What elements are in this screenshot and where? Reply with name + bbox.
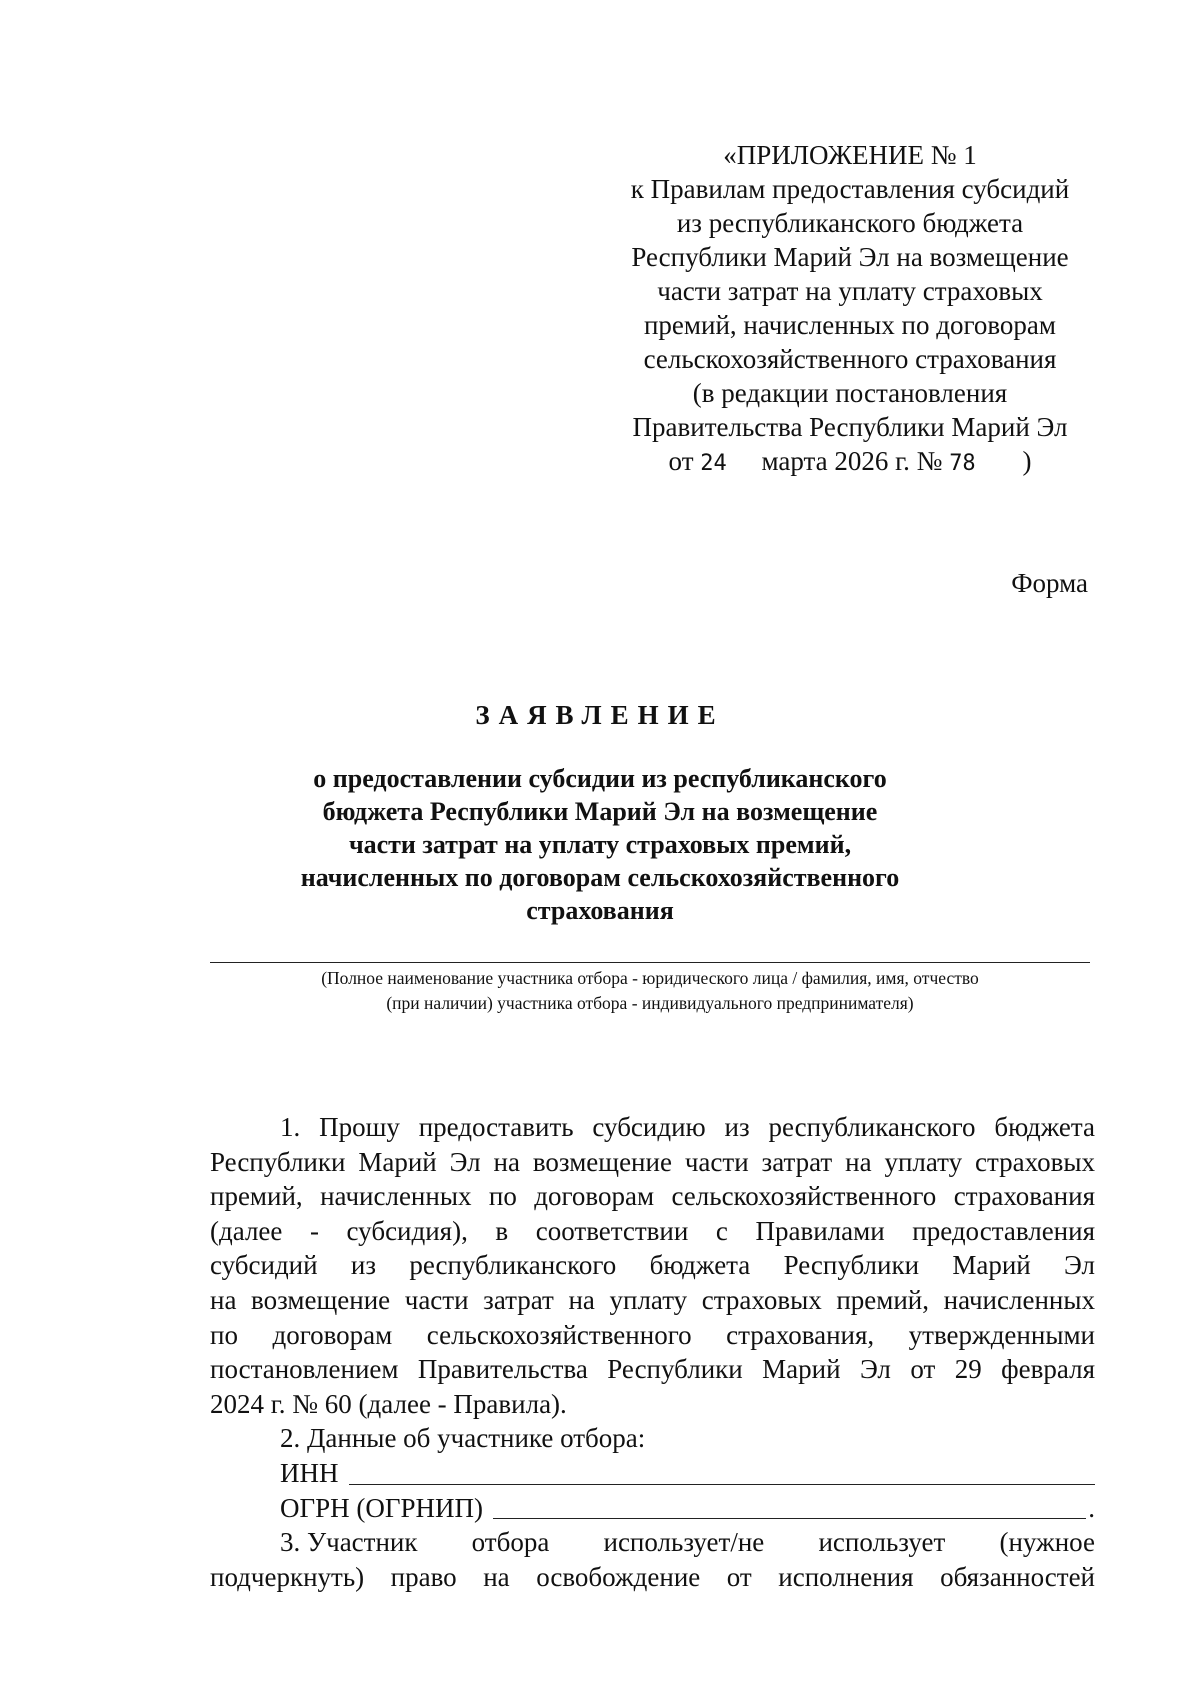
paragraph-3-word: использует/не (603, 1527, 765, 1558)
ogrn-label: ОГРН (ОГРНИП) (280, 1492, 483, 1523)
appendix-date-line (600, 444, 1100, 481)
paragraph-1-line: постановлением Правительства Республики Марий Эл от 29 февраля (210, 1354, 1095, 1385)
appendix-line: (в редакции постановления (692, 378, 1008, 408)
ogrn-field[interactable] (493, 1494, 1086, 1519)
document-title: ЗАЯВЛЕНИЕ (475, 700, 725, 730)
resolution-number: 78 (949, 451, 976, 476)
paragraph-1-line: субсидий из республиканского бюджета Республики Марий Эл (210, 1250, 1095, 1281)
date-day: 24 (700, 451, 727, 476)
document-body (210, 1110, 1095, 1594)
ogrn-row (210, 1491, 1095, 1526)
paragraph-3-word: использует (818, 1527, 946, 1558)
ogrn-end: . (1088, 1492, 1095, 1523)
inn-row (210, 1456, 1095, 1491)
paragraph-3-line (210, 1525, 1095, 1560)
date-prefix: от (668, 446, 694, 476)
subtitle-line: страхования (526, 896, 674, 925)
appendix-line: Правительства Республики Марий Эл (632, 412, 1068, 442)
caption-line: (Полное наименование участника отбора - юридического лица / фамилия, имя, отчество (321, 968, 979, 988)
paragraph-1-line: по договорам сельскохозяйственного страхования, утвержденными (210, 1319, 1095, 1350)
subtitle-line: части затрат на уплату страховых премий, (348, 830, 852, 859)
date-month-year: марта 2026 г. № (761, 446, 943, 476)
appendix-line: сельскохозяйственного страхования (643, 344, 1057, 374)
paragraph-1-line: (далее - субсидия), в соответствии с Правилами предоставления (210, 1215, 1095, 1246)
document-subtitle (250, 762, 950, 927)
appendix-line: к Правилам предоставления субсидий (630, 174, 1070, 204)
inn-label: ИНН (280, 1457, 339, 1488)
subtitle-line: начисленных по договорам сельскохозяйственного (300, 863, 900, 892)
paragraph-1-line: премий, начисленных по договорам сельскохозяйственного страхования (210, 1181, 1095, 1212)
appendix-line: из республиканского бюджета (676, 208, 1024, 238)
paragraph-1-line: на возмещение части затрат на уплату страховых премий, начисленных (210, 1284, 1095, 1315)
caption-line: (при наличии) участника отбора - индивидуального предпринимателя) (386, 993, 914, 1013)
subtitle-line: бюджета Республики Марий Эл на возмещение (322, 797, 878, 826)
participant-name-field[interactable] (210, 962, 1090, 963)
appendix-header (600, 138, 1100, 481)
paragraph-3-word: 3. Участник (280, 1527, 418, 1558)
appendix-line: «ПРИЛОЖЕНИЕ № 1 (723, 140, 977, 170)
paragraph-3-line: подчеркнуть) право на освобождение от исполнения обязанностей (210, 1561, 1095, 1592)
form-label: Форма (1011, 568, 1088, 598)
close-paren: ) (1022, 446, 1032, 476)
paragraph-1-line: 1. Прошу предоставить субсидию из республиканского бюджета (280, 1112, 1095, 1142)
appendix-line: Республики Марий Эл на возмещение (631, 242, 1069, 272)
inn-field[interactable] (349, 1460, 1096, 1485)
paragraph-3-word: отбора (471, 1527, 550, 1558)
paragraph-3-word: (нужное (999, 1527, 1095, 1558)
appendix-line: премий, начисленных по договорам (643, 310, 1056, 340)
paragraph-1-line: Республики Марий Эл на возмещение части затрат на уплату страховых (210, 1146, 1095, 1177)
subtitle-line: о предоставлении субсидии из республиканского (313, 764, 887, 793)
participant-name-caption (210, 966, 1090, 1016)
paragraph-1-line: 2024 г. № 60 (далее - Правила). (210, 1388, 567, 1419)
paragraph-2: 2. Данные об участнике отбора: (280, 1423, 646, 1454)
appendix-line: части затрат на уплату страховых (657, 276, 1043, 306)
